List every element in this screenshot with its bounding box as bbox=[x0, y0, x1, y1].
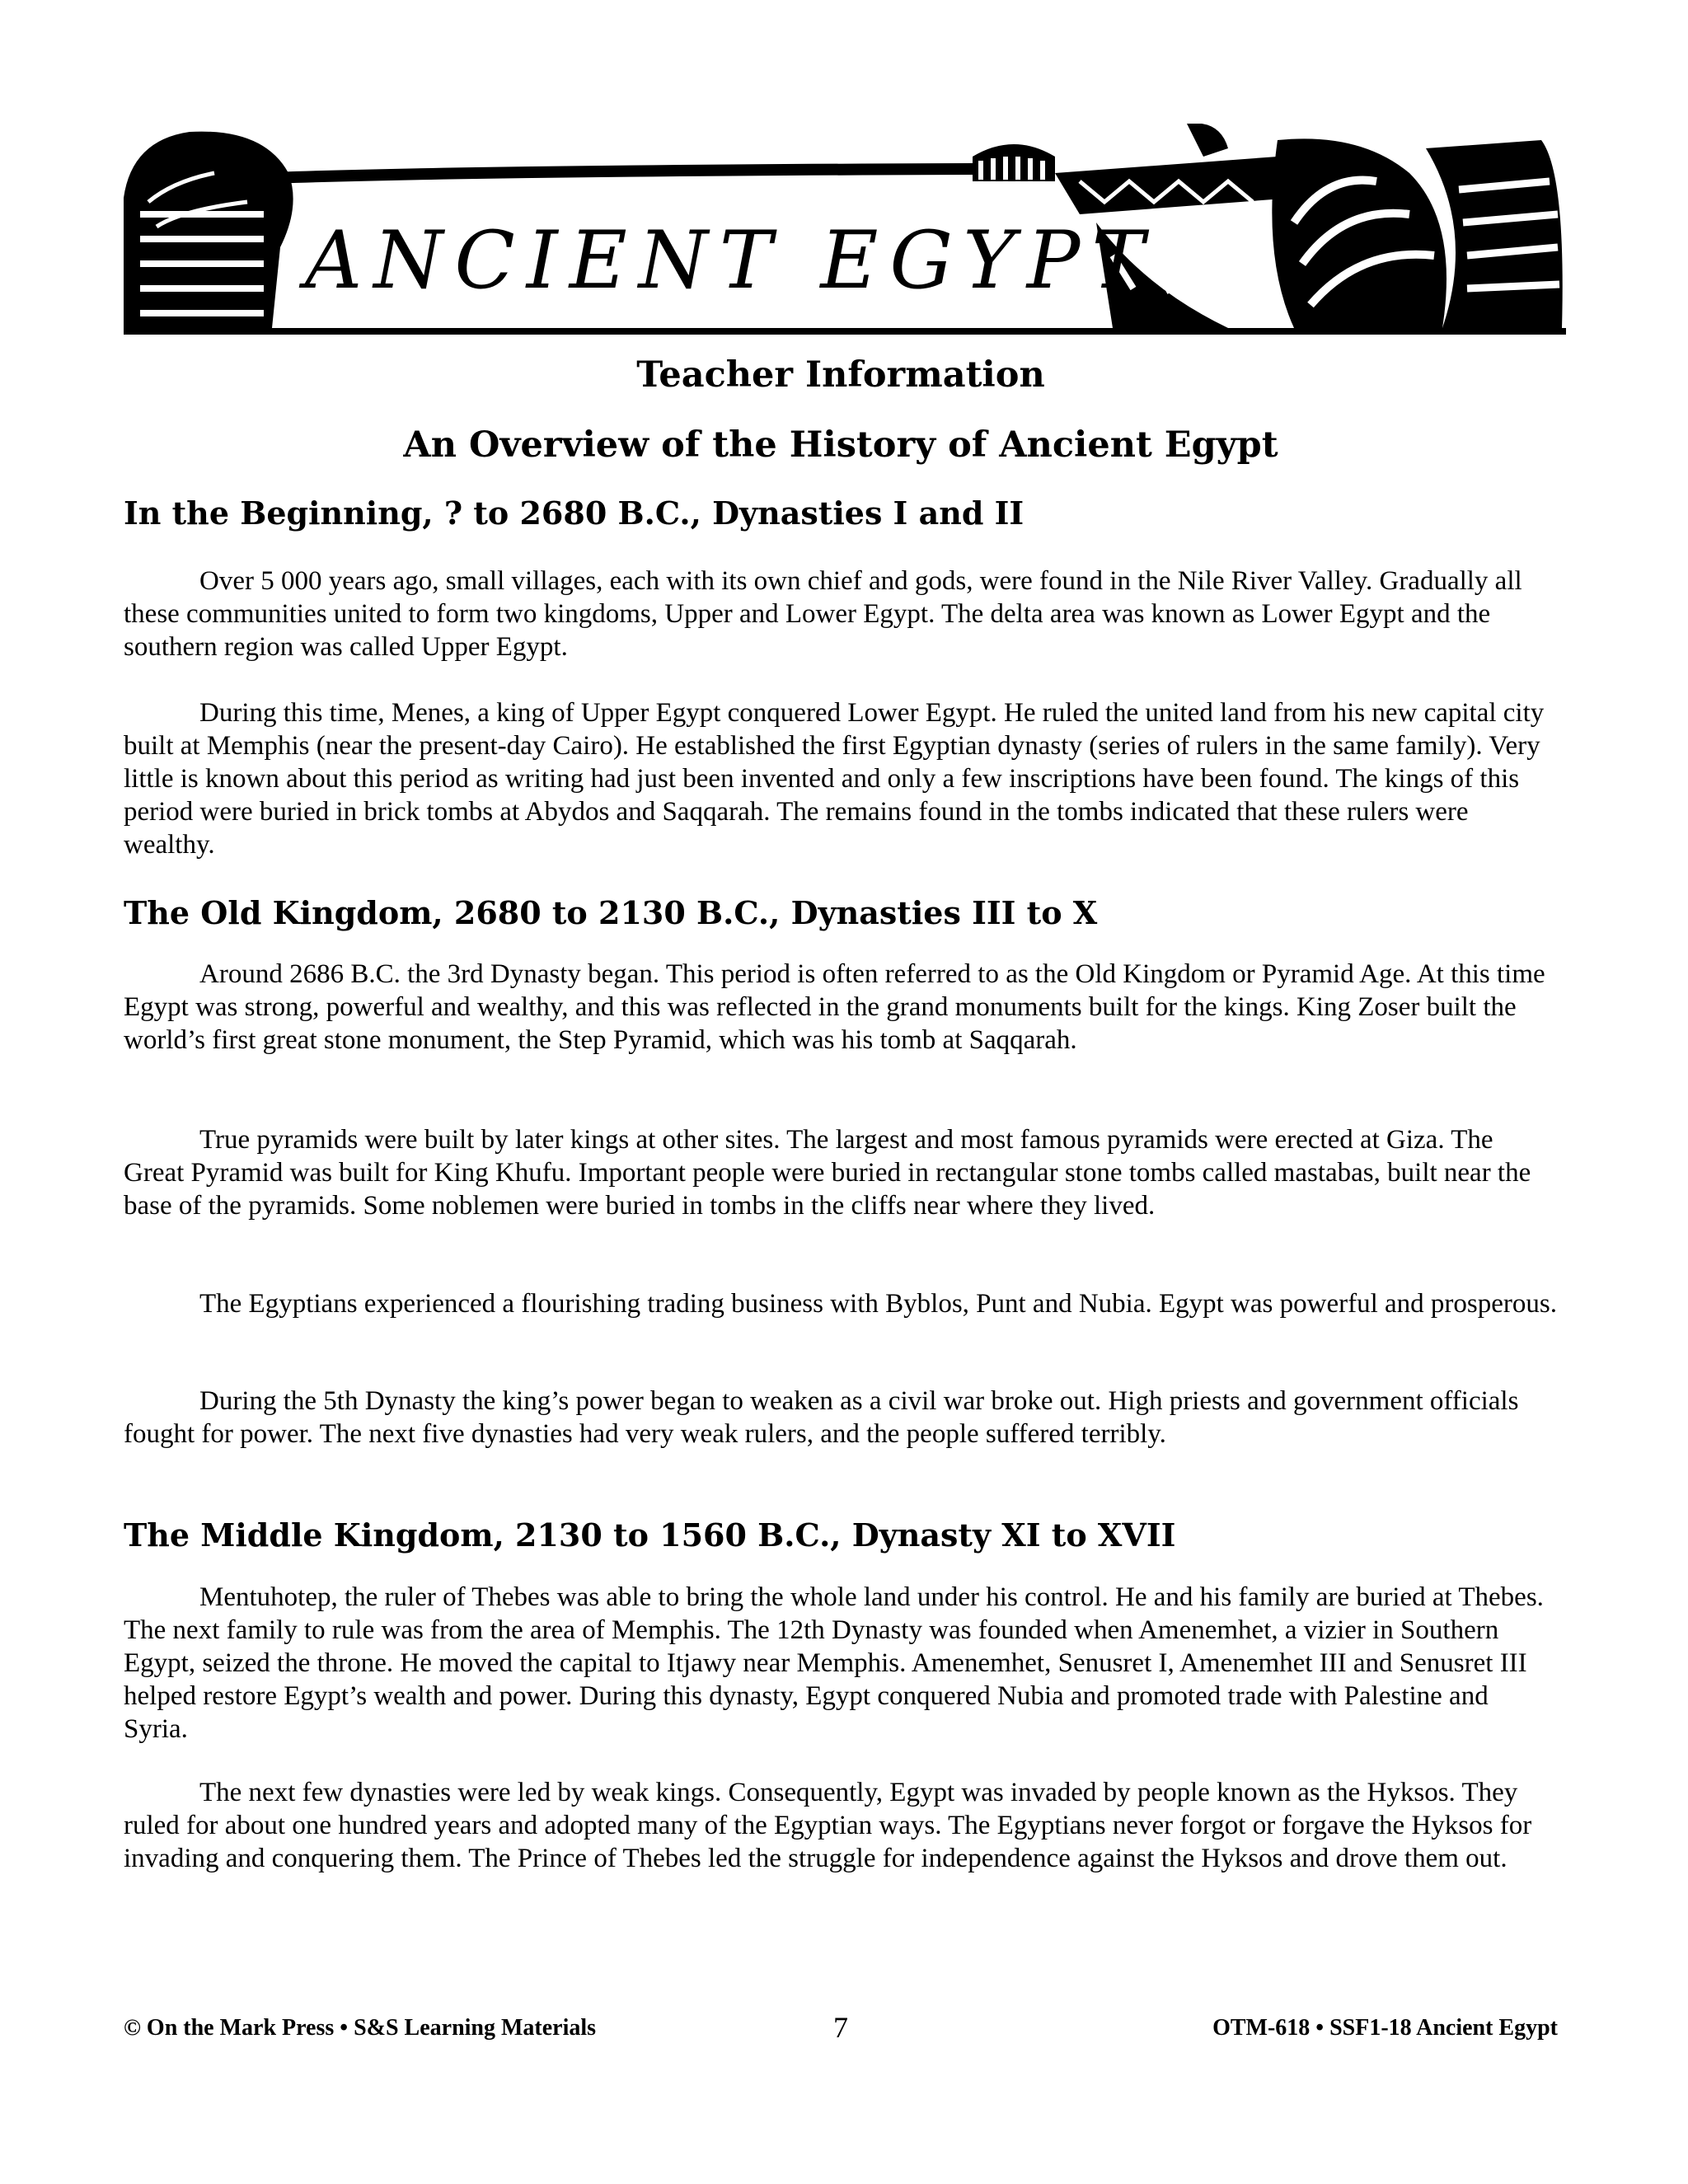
section-heading-old-kingdom: The Old Kingdom, 2680 to 2130 B.C., Dynasties III to X bbox=[124, 894, 1098, 931]
ancient-egypt-banner bbox=[124, 124, 1566, 338]
page-number: 7 bbox=[833, 2011, 848, 2044]
paragraph: True pyramids were built by later kings at other sites. The largest and most famous pyramids were erected at Giza. The Great Pyramid was built for King Khufu. Important people were buried in rectangular stone tombs called mastabas, built near the base of the pyramids. Some noblemen were buried in tombs in the cliffs near where they lived. bbox=[124, 1125, 1531, 1221]
footer-copyright: © On the Mark Press • S&S Learning Materials bbox=[124, 2015, 597, 2041]
paragraph: Around 2686 B.C. the 3rd Dynasty began. This period is often referred to as the Old Kingdom or Pyramid Age. At this time Egypt was strong, powerful and wealthy, and this was reflected in the grand monuments built for the kings. King Zoser built the world’s first great stone monument, the Step Pyramid, which was his tomb at Saqqarah. bbox=[124, 959, 1545, 1055]
page-title: Teacher Information bbox=[636, 354, 1045, 396]
footer-product-code: OTM-618 • SSF1-18 Ancient Egypt bbox=[1212, 2015, 1558, 2041]
paragraph: Mentuhotep, the ruler of Thebes was able to bring the whole land under his control. He and his family are buried at Thebes. The next family to rule was from the area of Memphis. The 12th Dynasty was founded when Amenemhet, a vizier in Southern Egypt, seized the throne. He moved the capital to Itjawy near Memphis. Amenemhet, Senusret I, Amenemhet III and Senusret III helped restore Egypt’s wealth and power. During this dynasty, Egypt conquered Nubia and promoted trade with Palestine and Syria. bbox=[124, 1582, 1544, 1744]
paragraph: The next few dynasties were led by weak kings. Consequently, Egypt was invaded by people known as the Hyksos. They ruled for about one hundred years and adopted many of the Egyptian ways. The Egyptians never forgot or forgave the Hyksos for invading and conquering them. The Prince of Thebes led the struggle for independence against the Hyksos and drove them out. bbox=[124, 1778, 1532, 1873]
paragraph: During the 5th Dynasty the king’s power began to weaken as a civil war broke out. High priests and government officials fought for power. The next five dynasties had very weak rulers, and the people suffered terribly. bbox=[124, 1386, 1519, 1449]
section-heading-middle-kingdom: The Middle Kingdom, 2130 to 1560 B.C., Dynasty XI to XVII bbox=[124, 1516, 1176, 1554]
page-footer bbox=[124, 2011, 1558, 2051]
paragraph: Over 5 000 years ago, small villages, each with its own chief and gods, were found in the Nile River Valley. Gradually all these communities united to form two kingdoms, Upper and Lower Egypt. The delta area was known as Lower Egypt and the southern region was called Upper Egypt. bbox=[124, 566, 1522, 662]
paragraph: The Egyptians experienced a flourishing trading business with Byblos, Punt and Nubia. Egypt was powerful and prosperous. bbox=[199, 1289, 1557, 1319]
page-subtitle: An Overview of the History of Ancient Egypt bbox=[403, 424, 1278, 466]
banner-title: ANCIENT EGYPT bbox=[305, 214, 1156, 307]
section-heading-beginning: In the Beginning, ? to 2680 B.C., Dynasties I and II bbox=[124, 494, 1025, 532]
paragraph: During this time, Menes, a king of Upper Egypt conquered Lower Egypt. He ruled the united land from his new capital city built at Memphis (near the present-day Cairo). He established the first Egyptian dynasty (series of rulers in the same family). Very little is known about this period as writing had just been invented and only a few inscriptions have been found. The kings of this period were buried in brick tombs at Abydos and Saqqarah. The remains found in the tombs indicated that these rulers were wealthy. bbox=[124, 698, 1545, 860]
